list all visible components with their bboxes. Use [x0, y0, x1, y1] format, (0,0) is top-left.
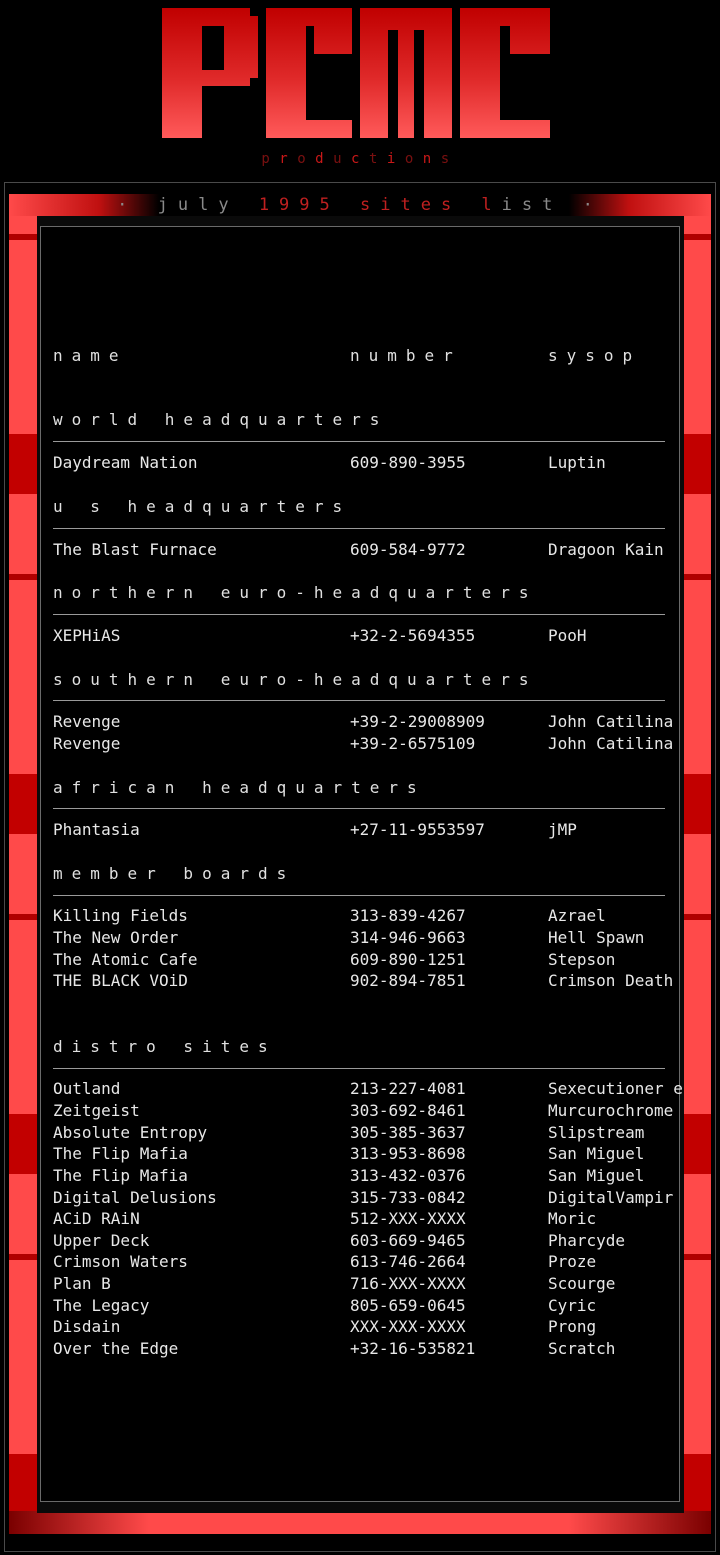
logo-graphic — [162, 8, 550, 138]
section-divider — [53, 614, 665, 615]
board-sysop: Cyric — [548, 1296, 597, 1315]
list-item — [53, 1079, 683, 1099]
column-headers — [53, 346, 128, 366]
board-sysop: DigitalVampir — [548, 1188, 674, 1207]
section-title: member boards — [53, 864, 296, 883]
board-sysop: jMP — [548, 820, 577, 839]
board-sysop: Dragoon Kain — [548, 540, 664, 559]
list-item — [53, 971, 673, 991]
list-item — [53, 820, 673, 840]
section-title: distro sites — [53, 1037, 277, 1056]
list-item — [53, 906, 673, 926]
tagline-letter: i — [386, 151, 405, 167]
board-number: 512-XXX-XXXX — [350, 1209, 466, 1228]
list-item — [53, 1123, 673, 1143]
board-sysop: Scourge — [548, 1274, 616, 1293]
board-sysop: Stepson — [548, 950, 616, 969]
board-name: The Blast Furnace — [53, 540, 217, 559]
right-border-shade — [684, 194, 711, 1534]
board-sysop: John Catilina — [548, 712, 674, 731]
board-number: 609-890-3955 — [350, 453, 466, 472]
board-name: Zeitgeist — [53, 1101, 140, 1120]
list-item — [53, 1188, 673, 1208]
board-number: 303-692-8461 — [350, 1101, 466, 1120]
board-name: Digital Delusions — [53, 1188, 217, 1207]
list-item — [53, 928, 673, 948]
list-item — [53, 626, 673, 646]
board-sysop: Murcurochrome — [548, 1101, 674, 1120]
board-sysop: Scratch — [548, 1339, 616, 1358]
list-item — [53, 712, 673, 732]
board-sysop: Prong — [548, 1317, 597, 1336]
board-sysop: Pharcyde — [548, 1231, 626, 1250]
bottom-border-dither — [9, 1511, 711, 1534]
tagline-letter: o — [404, 151, 423, 167]
board-name: The Flip Mafia — [53, 1166, 188, 1185]
list-item — [53, 1101, 673, 1121]
board-sysop: Proze — [548, 1252, 597, 1271]
sites-list-banner — [0, 195, 720, 215]
board-sysop: San Miguel — [548, 1166, 645, 1185]
list-item — [53, 1144, 673, 1164]
board-number: 613-746-2664 — [350, 1252, 466, 1271]
board-sysop: Sexecutioner e — [548, 1079, 683, 1098]
board-name: The Atomic Cafe — [53, 950, 198, 969]
column-header-sysop-wrap — [548, 346, 641, 366]
pcmc-logo — [162, 8, 550, 138]
board-sysop: Luptin — [548, 453, 606, 472]
section-title: world headquarters — [53, 410, 389, 429]
board-number: 902-894-7851 — [350, 971, 466, 990]
board-sysop: Slipstream — [548, 1123, 645, 1142]
board-name: Plan B — [53, 1274, 111, 1293]
section-title: northern euro-headquarters — [53, 583, 538, 602]
board-sysop: PooH — [548, 626, 587, 645]
column-header-number-wrap — [350, 346, 462, 366]
tagline-letter: u — [333, 151, 352, 167]
list-item — [53, 1166, 673, 1186]
column-header-number: number — [350, 346, 462, 365]
board-name: The Legacy — [53, 1296, 150, 1315]
list-item — [53, 453, 673, 473]
board-number: 313-953-8698 — [350, 1144, 466, 1163]
banner-prefix: · july — [117, 195, 259, 215]
board-name: The Flip Mafia — [53, 1144, 188, 1163]
left-border-shade — [9, 194, 37, 1534]
section-divider — [53, 528, 665, 529]
list-item — [53, 540, 673, 560]
board-name: XEPHiAS — [53, 626, 121, 645]
list-item — [53, 1252, 673, 1272]
board-name: Killing Fields — [53, 906, 188, 925]
section-title: southern euro-headquarters — [53, 670, 538, 689]
board-number: 314-946-9663 — [350, 928, 466, 947]
board-number: +32-2-5694355 — [350, 626, 476, 645]
banner-suffix: ist · — [501, 195, 603, 215]
board-number: 609-584-9772 — [350, 540, 466, 559]
board-number: 313-839-4267 — [350, 906, 466, 925]
tagline — [0, 151, 720, 167]
list-item — [53, 1296, 673, 1316]
tagline-letter: s — [440, 151, 459, 167]
board-name: Revenge — [53, 712, 121, 731]
board-sysop: John Catilina — [548, 734, 674, 753]
board-number: +39-2-29008909 — [350, 712, 485, 731]
board-number: 805-659-0645 — [350, 1296, 466, 1315]
list-item — [53, 1209, 673, 1229]
board-number: +32-16-535821 — [350, 1339, 476, 1358]
banner-year: 1995 — [258, 195, 340, 215]
board-sysop: San Miguel — [548, 1144, 645, 1163]
banner-middle: sites l — [339, 195, 502, 215]
section-divider — [53, 1068, 665, 1069]
board-number: 315-733-0842 — [350, 1188, 466, 1207]
column-header-name: name — [53, 346, 128, 365]
list-item — [53, 1231, 673, 1251]
board-sysop: Crimson Death — [548, 971, 674, 990]
board-name: Daydream Nation — [53, 453, 198, 472]
board-number: +27-11-9553597 — [350, 820, 485, 839]
tagline-letter: r — [279, 151, 298, 167]
board-name: The New Order — [53, 928, 179, 947]
section-divider — [53, 700, 665, 701]
tagline-letter: c — [351, 151, 369, 167]
column-header-sysop: sysop — [548, 346, 642, 365]
board-number: 313-432-0376 — [350, 1166, 466, 1185]
board-number: 305-385-3637 — [350, 1123, 466, 1142]
section-title: african headquarters — [53, 778, 426, 797]
section-divider — [53, 441, 665, 442]
board-name: Disdain — [53, 1317, 121, 1336]
board-number: 213-227-4081 — [350, 1079, 466, 1098]
tagline-letter: n — [422, 151, 441, 167]
board-sysop: Azrael — [548, 906, 606, 925]
list-item — [53, 950, 673, 970]
board-name: Upper Deck — [53, 1231, 150, 1250]
board-number: +39-2-6575109 — [350, 734, 476, 753]
tagline-letter: p — [261, 151, 280, 167]
board-sysop: Moric — [548, 1209, 597, 1228]
tagline-letter: t — [368, 151, 387, 167]
board-number: XXX-XXX-XXXX — [350, 1317, 466, 1336]
board-name: Crimson Waters — [53, 1252, 188, 1271]
board-name: ACiD RAiN — [53, 1209, 140, 1228]
board-name: Revenge — [53, 734, 121, 753]
list-item — [53, 734, 673, 754]
list-item — [53, 1274, 673, 1294]
section-divider — [53, 808, 665, 809]
section-title: u s headquarters — [53, 497, 352, 516]
board-name: Over the Edge — [53, 1339, 179, 1358]
board-name: THE BLACK VOiD — [53, 971, 188, 990]
section-divider — [53, 895, 665, 896]
board-name: Outland — [53, 1079, 121, 1098]
board-name: Phantasia — [53, 820, 140, 839]
board-name: Absolute Entropy — [53, 1123, 208, 1142]
list-item — [53, 1339, 673, 1359]
tagline-letter: d — [315, 151, 334, 167]
board-sysop: Hell Spawn — [548, 928, 645, 947]
tagline-letter: o — [297, 151, 316, 167]
board-number: 716-XXX-XXXX — [350, 1274, 466, 1293]
board-number: 609-890-1251 — [350, 950, 466, 969]
board-number: 603-669-9465 — [350, 1231, 466, 1250]
list-item — [53, 1317, 673, 1337]
